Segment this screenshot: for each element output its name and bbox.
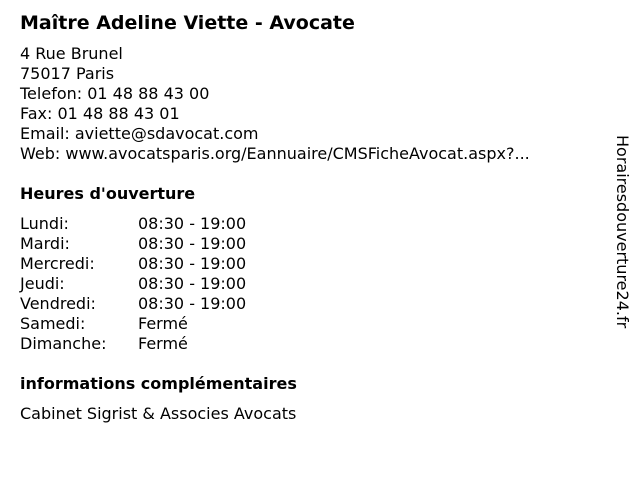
day-label: Mercredi: bbox=[20, 254, 95, 273]
additional-info-text: Cabinet Sigrist & Associes Avocats bbox=[20, 404, 297, 423]
fax-number: Fax: 01 48 88 43 01 bbox=[20, 104, 180, 123]
email-address: Email: aviette@sdavocat.com bbox=[20, 124, 259, 143]
time-value: 08:30 - 19:00 bbox=[138, 254, 247, 273]
day-label: Lundi: bbox=[20, 214, 69, 233]
day-label: Mardi: bbox=[20, 234, 70, 253]
watermark-text: Horairesdouverture24.fr bbox=[613, 135, 632, 329]
page-title: Maître Adeline Viette - Avocate bbox=[20, 12, 355, 34]
day-label: Samedi: bbox=[20, 314, 86, 333]
street-address: 4 Rue Brunel bbox=[20, 44, 123, 63]
opening-hours-heading: Heures d'ouverture bbox=[20, 184, 196, 203]
time-value: Fermé bbox=[138, 314, 188, 333]
website-url: Web: www.avocatsparis.org/Eannuaire/CMSFicheAvocat.aspx?... bbox=[20, 144, 530, 163]
day-label: Vendredi: bbox=[20, 294, 96, 313]
day-label: Dimanche: bbox=[20, 334, 107, 353]
time-value: 08:30 - 19:00 bbox=[138, 294, 247, 313]
additional-info-heading: informations complémentaires bbox=[20, 374, 297, 393]
time-value: 08:30 - 19:00 bbox=[138, 234, 247, 253]
time-value: Fermé bbox=[138, 334, 188, 353]
day-label: Jeudi: bbox=[20, 274, 65, 293]
phone-number: Telefon: 01 48 88 43 00 bbox=[20, 84, 210, 103]
time-value: 08:30 - 19:00 bbox=[138, 274, 247, 293]
time-value: 08:30 - 19:00 bbox=[138, 214, 247, 233]
contact-block bbox=[20, 44, 530, 164]
city-address: 75017 Paris bbox=[20, 64, 115, 83]
